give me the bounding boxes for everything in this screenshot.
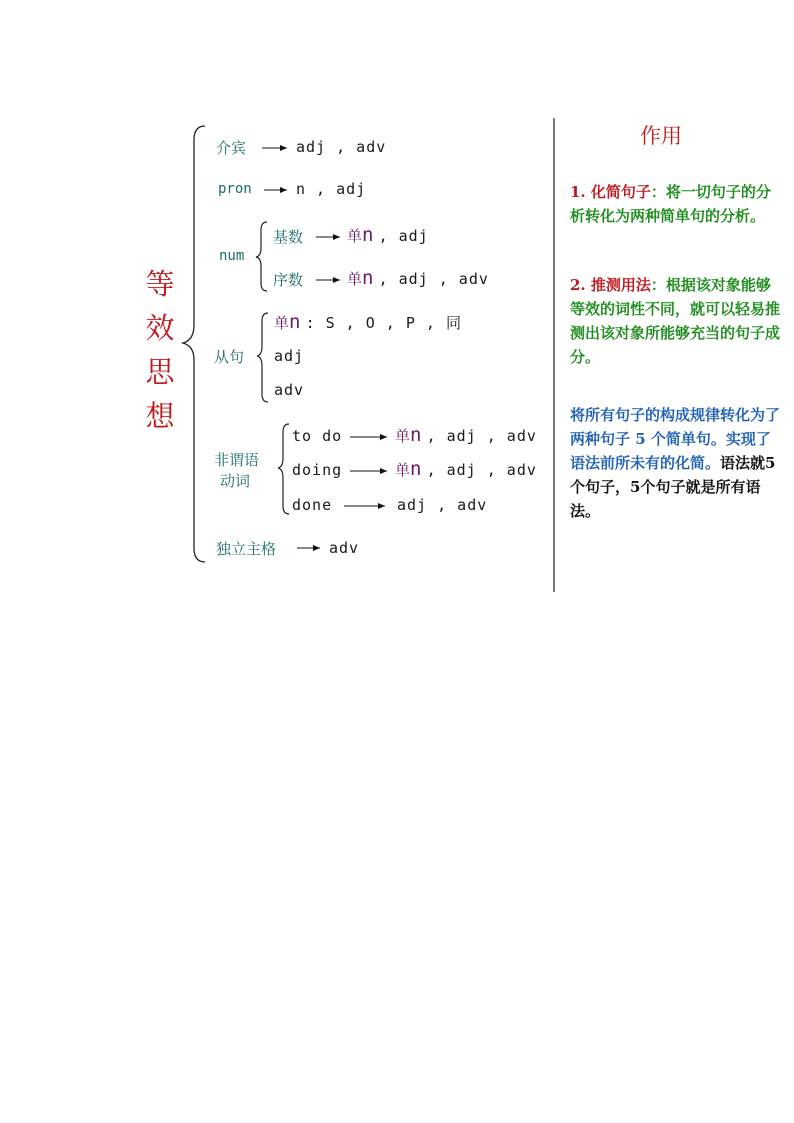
label-clause: 从句: [214, 348, 245, 366]
dan-text: 单: [395, 461, 411, 479]
result-rest: , adj , adv: [426, 461, 537, 479]
n-text: n: [410, 424, 422, 446]
result-rest: : S , O , P , 同: [305, 314, 462, 332]
side-point-2: [570, 273, 784, 369]
result-rest: , adj: [378, 227, 429, 245]
title-char: 思: [145, 355, 175, 389]
side-heading: 作用: [640, 124, 682, 148]
side-point-1: [570, 180, 784, 228]
point-2-label: 2. 推测用法: [570, 276, 651, 294]
result-pron: n , adj: [296, 180, 367, 198]
label-prep: 介宾: [216, 139, 247, 157]
dan-text: 单: [395, 427, 411, 445]
point-1-text: ：将一切句子的分析转化为两种简单句的分析。: [570, 183, 771, 225]
result-done: adj , adv: [397, 496, 488, 514]
label-num: num: [219, 248, 245, 264]
result-absolute: adv: [329, 539, 360, 557]
side-point-3: [570, 403, 784, 523]
point-2-text: ：根据该对象能够等效的词性不同，就可以轻易推测出该对象所能够充当的句子成分。: [570, 276, 781, 366]
label-nonfinite-1: 非谓语: [214, 451, 260, 469]
num-brace: [256, 222, 267, 291]
label-cardinal: 基数: [273, 228, 304, 246]
n-text: n: [362, 267, 374, 289]
label-pron: pron: [218, 181, 252, 197]
result-prep: adj , adv: [296, 138, 387, 156]
label-absolute: 独立主格: [216, 540, 277, 558]
title-char: 想: [145, 399, 175, 433]
result-rest: , adj , adv: [426, 427, 537, 445]
result-doing: [395, 458, 537, 480]
label-nonfinite-2: 动词: [220, 472, 251, 490]
form-todo: to do: [292, 427, 343, 445]
main-brace: [183, 126, 205, 562]
dan-text: 单: [274, 314, 290, 332]
dan-text: 单: [347, 270, 363, 288]
n-text: n: [362, 224, 374, 246]
result-cardinal: [347, 224, 429, 246]
result-todo: [395, 424, 537, 446]
clause-brace: [257, 313, 268, 402]
n-text: n: [289, 311, 301, 333]
clause-item-1: [274, 311, 462, 333]
clause-item-2: adj: [274, 347, 305, 365]
point-1-label: 1. 化简句子: [570, 183, 651, 201]
form-doing: doing: [292, 461, 343, 479]
clause-item-3: adv: [274, 381, 305, 399]
n-text: n: [410, 458, 422, 480]
title-char: 等: [145, 267, 175, 301]
point-3-summary: 语法就5个句子，5个句子就是所有语法。: [570, 454, 776, 520]
nonfinite-brace: [278, 424, 289, 514]
diagram-title: [142, 262, 178, 438]
result-ordinal: [347, 267, 489, 289]
result-rest: , adj , adv: [378, 270, 489, 288]
label-ordinal: 序数: [273, 271, 304, 289]
point-3-text: 将所有句子的构成规律转化为了两种句子 5 个简单句。实现了语法前所未有的化简。: [570, 406, 781, 472]
dan-text: 单: [347, 227, 363, 245]
title-char: 效: [145, 311, 175, 345]
form-done: done: [292, 496, 333, 514]
